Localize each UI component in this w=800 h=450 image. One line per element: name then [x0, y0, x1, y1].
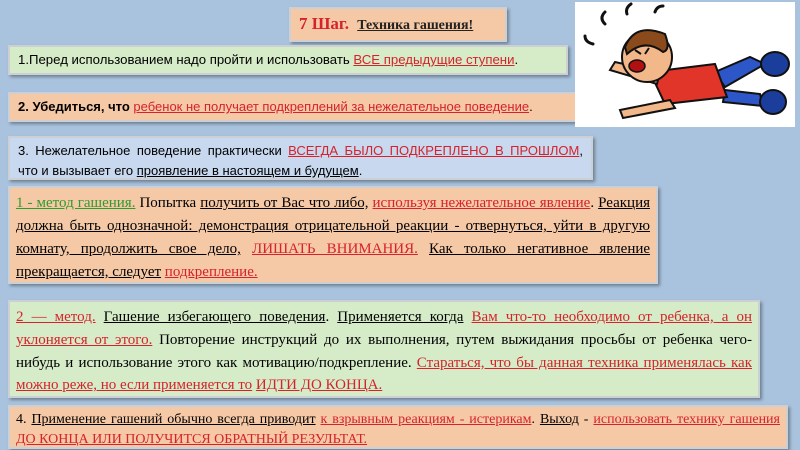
spacer: [241, 241, 252, 257]
rule-3: [8, 136, 593, 180]
method-2-t4: Повторение инструкций до их выполнения, путем выжидания просьбы от ребенка чего-нибудь и использование этого как мотивацию/подкрепление.: [16, 331, 752, 371]
spacer: [418, 241, 429, 257]
step-name: Техника гашения!: [357, 18, 474, 33]
method-1: [8, 186, 658, 284]
rule-3-underline: проявление в настоящем и будущем: [136, 163, 359, 178]
rule-2-highlight: ребенок не получает подкреплений за нежелательное поведение: [133, 99, 530, 114]
step-number: 7 Шаг.: [299, 14, 349, 33]
rule-3-highlight: ВСЕГДА БЫЛО ПОДКРЕПЛЕНО В ПРОШЛОМ: [288, 143, 580, 158]
method-1-t6: Как только негативное явление прекращается, следует: [16, 241, 651, 280]
rule-2-end: .: [529, 99, 533, 114]
method-2: [8, 300, 760, 398]
method-1-t5: ЛИШАТЬ ВНИМАНИЯ.: [252, 241, 418, 257]
rule-4-t2: к взрывным реакциям - истерикам: [320, 412, 532, 427]
rule-1-text: 1.Перед использованием надо пройти и использовать: [18, 52, 354, 67]
method-2-t2: Применяется когда: [337, 309, 464, 325]
method-2-t3: Вам что-то необходимо от ребенка, а он уклоняется от этого.: [16, 309, 753, 348]
rule-4-t4: использовать технику гашения ДО КОНЦА ИЛИ ПОЛУЧИТСЯ ОБРАТНЫЙ РЕЗУЛЬТАТ.: [16, 412, 780, 447]
method-1-label: 1 - метод гашения.: [16, 195, 136, 211]
rule-1-end: .: [514, 52, 519, 67]
step-title: [289, 7, 507, 42]
method-2-label: 2 — метод.: [16, 309, 96, 325]
rule-3-end: .: [358, 163, 363, 178]
rule-4-t1: Применение гашений обычно всегда приводит: [31, 412, 316, 427]
rule-1: [8, 45, 568, 75]
method-2-t5: Стараться, что бы данная техника применялась как можно реже, но если применяется то: [16, 354, 752, 394]
spacer: -: [578, 412, 594, 427]
rule-3-mid: , что и вызывает его: [18, 143, 583, 178]
method-1-t7: подкрепление.: [164, 264, 258, 280]
spacer: .: [325, 309, 338, 325]
method-1-t1: Попытка: [135, 195, 201, 211]
method-2-t6: ИДТИ ДО КОНЦА.: [255, 377, 383, 394]
spacer: .: [590, 195, 599, 211]
tantrum-child-illustration: [575, 2, 795, 127]
spacer: [463, 309, 471, 325]
rule-4: [8, 405, 788, 449]
rule-4-num: 4.: [16, 412, 32, 427]
rule-4-t3: Выход: [539, 412, 579, 427]
rule-3-text: 3. Нежелательное поведение практически: [18, 143, 289, 158]
method-1-t4: Реакция должна быть однозначной: демонстрация отрицательной реакции - отвернуться, уйти в другую комнату, продолжить свое дело,: [16, 195, 650, 257]
rule-2: [8, 92, 580, 122]
spacer: .: [531, 412, 540, 427]
method-1-t3: используя нежелательное явление: [372, 195, 591, 211]
rule-2-text: 2. Убедиться, что: [18, 99, 134, 114]
method-1-t2: получить от Вас что либо,: [200, 195, 369, 211]
rule-1-highlight: ВСЕ предыдущие ступени: [353, 52, 515, 67]
method-2-t1: Гашение избегающего поведения: [103, 309, 326, 325]
spacer: [96, 309, 104, 325]
